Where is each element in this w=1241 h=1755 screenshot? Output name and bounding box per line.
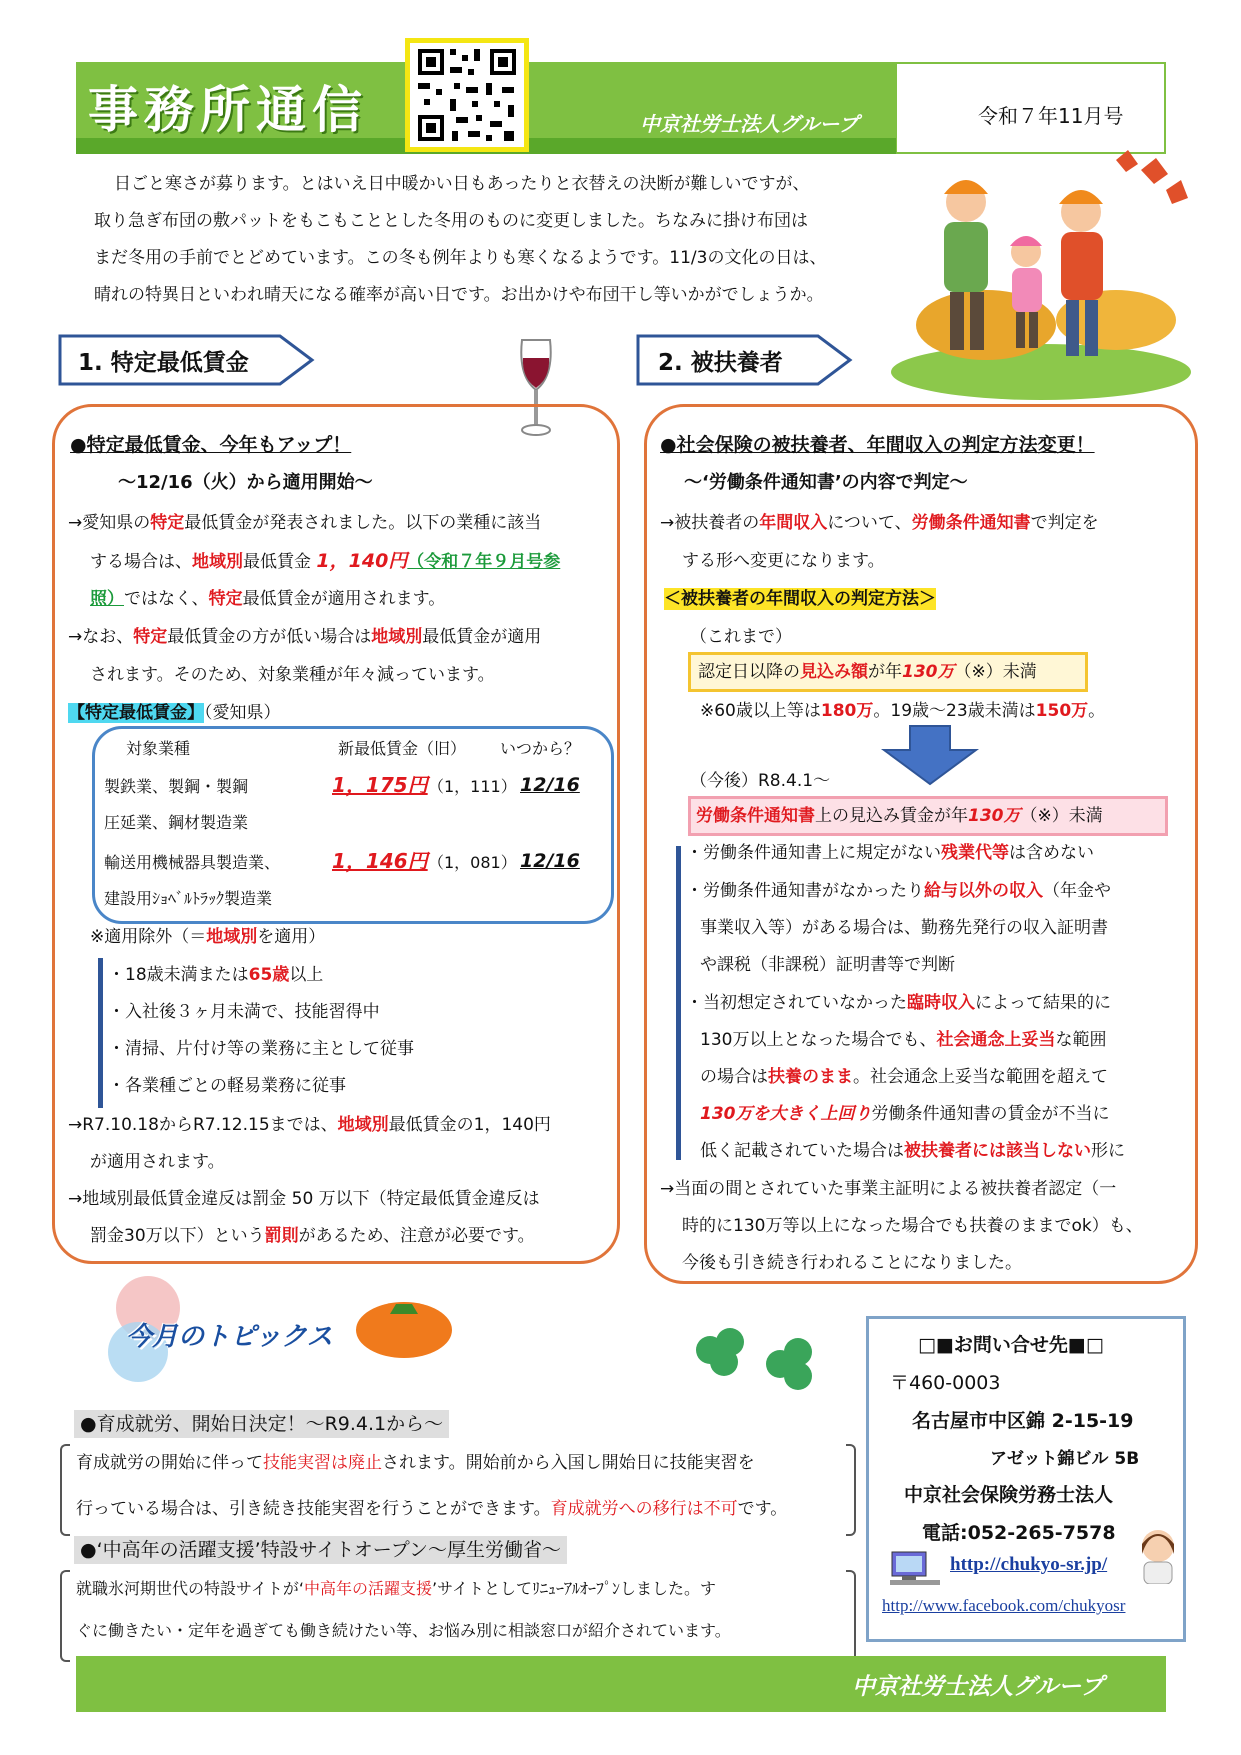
s2-bullet-2-line-3: や課税（非課税）証明書等で判断 bbox=[700, 955, 955, 975]
s2-bullet-3-line-1: ・当初想定されていなかった臨時収入によって結果的に bbox=[686, 993, 1111, 1013]
s2-after-label: （今後）R8.4.1～ bbox=[690, 771, 831, 791]
s2-paragraph-2-line-1: →当面の間とされていた事業主証明による被扶養者認定（一 bbox=[660, 1179, 1117, 1199]
s1-title: ●特定最低賃金、今年もアップ！ bbox=[70, 434, 352, 456]
topic-2-line-2: ぐに働きたい・定年を過ぎても働き続けたい等、お悩み別に相談窓口が紹介されています。 bbox=[76, 1621, 731, 1640]
s2-bullet-2-line-2: 事業収入等）がある場合は、勤務先発行の収入証明書 bbox=[700, 918, 1108, 938]
header-group-name: 中京社労士法人グループ bbox=[640, 112, 859, 136]
s2-bullet-3-line-4: 130万を大きく上回り労働条件通知書の賃金が不当に bbox=[700, 1104, 1110, 1124]
table-header-new-wage: 新最低賃金（旧） bbox=[338, 739, 467, 758]
table-row-2-old: （1，081） bbox=[428, 853, 517, 872]
s1-paragraph-4-line-1: →地域別最低賃金違反は罰金 50 万以下（特定最低賃金違反は bbox=[68, 1189, 540, 1209]
intro-line-4: 晴れの特異日といわれ晴天になる確率が高い日です。お出かけや布団干し等いかがでしょうか。 bbox=[94, 285, 824, 305]
s1-paragraph-3-line-1: →R7.10.18からR7.12.15までは、地域別最低賃金の1，140円 bbox=[68, 1115, 551, 1135]
s2-bullet-3-line-3: の場合は扶養のまま。社会通念上妥当な範囲を超えて bbox=[700, 1067, 1108, 1087]
s2-after-text: 労働条件通知書上の見込み賃金が年130万（※）未満 bbox=[696, 806, 1103, 826]
exclusion-bar bbox=[98, 958, 103, 1108]
staff-avatar bbox=[1134, 1524, 1182, 1584]
s1-paragraph-3-line-2: が適用されます。 bbox=[90, 1152, 225, 1172]
table-row-1-industry-2: 圧延業、鋼材製造業 bbox=[104, 813, 249, 832]
topic-1-bracket-right bbox=[846, 1444, 856, 1536]
page-title: 事務所通信 bbox=[88, 81, 368, 139]
intro-line-2: 取り急ぎ布団の敷パットをもこもこととした冬用のものに変更しました。ちなみに掛け布団は bbox=[94, 211, 808, 231]
s2-bullet-bar bbox=[676, 846, 681, 1160]
section-2-heading: 2. 被扶養者 bbox=[636, 334, 854, 386]
s2-title: ●社会保険の被扶養者、年間収入の判定方法変更！ bbox=[660, 434, 1095, 456]
table-row-2-industry: 輸送用機械器具製造業、 bbox=[104, 853, 281, 872]
down-arrow-icon bbox=[880, 724, 980, 786]
contact-postal: 〒460-0003 bbox=[890, 1372, 1001, 1394]
s2-subtitle: ～‘労働条件通知書’の内容で判定～ bbox=[684, 472, 968, 493]
contact-company: 中京社会保険労務士法人 bbox=[904, 1484, 1114, 1506]
exclusion-title: ※適用除外（＝地域別を適用） bbox=[90, 927, 326, 947]
exclusion-item-3: ・清掃、片付け等の業務に主として従事 bbox=[108, 1039, 414, 1059]
contact-box bbox=[866, 1316, 1186, 1642]
exclusion-item-1: ・18歳未満または65歳以上 bbox=[108, 965, 324, 985]
topic-1-bracket-left bbox=[60, 1444, 70, 1536]
table-row-2-industry-2: 建設用ｼｮﾍﾞﾙﾄﾗｯｸ製造業 bbox=[104, 889, 273, 908]
section-1-heading: 1. 特定最低賃金 bbox=[58, 334, 316, 386]
s1-paragraph-2-line-1: →なお、特定最低賃金の方が低い場合は地域別最低賃金が適用 bbox=[68, 627, 542, 647]
contact-heading: □■お問い合せ先■□ bbox=[918, 1334, 1104, 1356]
s2-bullet-3-line-2: 130万以上となった場合でも、社会通念上妥当な範囲 bbox=[700, 1030, 1107, 1050]
issue-date: 令和７年11月号 bbox=[978, 104, 1124, 128]
contact-address-1: 名古屋市中区錦 2-15-19 bbox=[912, 1410, 1134, 1432]
topic-1-line-1: 育成就労の開始に伴って技能実習は廃止されます。開始前から入国し開始日に技能実習を bbox=[76, 1453, 755, 1473]
s1-paragraph-1-line-2: する場合は、地域別最低賃金 1，140円（令和７年９月号参 bbox=[90, 550, 561, 572]
table-row-1-old: （1，111） bbox=[428, 777, 517, 796]
qr-code[interactable] bbox=[405, 38, 529, 152]
s1-paragraph-1-line-3: 照）ではなく、特定最低賃金が適用されます。 bbox=[90, 589, 446, 609]
s1-paragraph-1-line-1: →愛知県の特定最低賃金が発表されました。以下の業種に該当 bbox=[68, 513, 542, 533]
s2-before-text: 認定日以降の見込み額が年130万（※）未満 bbox=[698, 662, 1037, 682]
topic-2-bracket-left bbox=[60, 1570, 70, 1662]
s2-paragraph-1-line-1: →被扶養者の年間収入について、労働条件通知書で判定を bbox=[660, 513, 1099, 533]
intro-line-3: まだ冬用の手前でとどめています。この冬も例年よりも寒くなるようです。11/3の文化の日は、 bbox=[94, 248, 827, 268]
clover-icon bbox=[680, 1320, 830, 1400]
topic-2-bracket-right bbox=[846, 1570, 856, 1662]
table-row-1-wage: 1，175円 bbox=[332, 773, 428, 797]
s1-paragraph-2-line-2: されます。そのため、対象業種が年々減っています。 bbox=[90, 665, 495, 685]
contact-phone: 電話:052-265-7578 bbox=[922, 1522, 1116, 1544]
family-autumn-illustration bbox=[876, 150, 1192, 400]
table-header-industry: 対象業種 bbox=[126, 739, 191, 758]
s2-before-label: （これまで） bbox=[690, 627, 792, 647]
s1-table-label: 【特定最低賃金】（愛知県） bbox=[68, 703, 281, 723]
topic-1-heading: ●育成就労、開始日決定！～R9.4.1から～ bbox=[74, 1410, 449, 1438]
s2-bullet-1: ・労働条件通知書上に規定がない残業代等は含めない bbox=[686, 843, 1094, 863]
s2-paragraph-2-line-3: 今後も引き続き行われることになりました。 bbox=[682, 1253, 1022, 1273]
website-link[interactable]: http://chukyo-sr.jp/ bbox=[950, 1554, 1108, 1575]
s2-method-heading: ＜被扶養者の年間収入の判定方法＞ bbox=[664, 589, 936, 609]
table-row-2-wage: 1，146円 bbox=[332, 849, 428, 873]
table-header-effective: いつから？ bbox=[500, 739, 581, 758]
s1-paragraph-4-line-2: 罰金30万以下）という罰則があるため、注意が必要です。 bbox=[90, 1226, 535, 1246]
s1-subtitle: ～12/16（火）から適用開始～ bbox=[118, 472, 373, 493]
topic-1-line-2: 行っている場合は、引き続き技能実習を行うことができます。育成就労への移行は不可です。 bbox=[76, 1499, 788, 1519]
topic-2-line-1: 就職氷河期世代の特設サイトが‘中高年の活躍支援’サイトとしてﾘﾆｭｰｱﾙｵｰﾌﾟﾝしました。す bbox=[76, 1579, 716, 1598]
table-row-1-date: 12/16 bbox=[520, 774, 580, 796]
computer-icon bbox=[888, 1550, 944, 1586]
exclusion-item-2: ・入社後３ヶ月未満で、技能習得中 bbox=[108, 1002, 380, 1022]
table-row-1-industry: 製鉄業、製鋼・製鋼 bbox=[104, 777, 249, 796]
facebook-link[interactable]: http://www.facebook.com/chukyosr bbox=[882, 1596, 1126, 1615]
footer-group-name: 中京社労士法人グループ bbox=[852, 1674, 1104, 1700]
topics-banner: 今月のトピックス bbox=[126, 1322, 333, 1352]
s2-bullet-3-line-5: 低く記載されていた場合は被扶養者には該当しない形に bbox=[700, 1141, 1125, 1161]
contact-address-2: アゼット錦ビル 5B bbox=[990, 1449, 1140, 1469]
table-row-2-date: 12/16 bbox=[520, 850, 580, 872]
s2-bullet-2-line-1: ・労働条件通知書がなかったり給与以外の収入（年金や bbox=[686, 881, 1111, 901]
topic-2-heading: ●‘中高年の活躍支援’特設サイトオープン～厚生労働省～ bbox=[74, 1536, 567, 1564]
intro-line-1: 日ごと寒さが募ります。とはいえ日中暖かい日もあったりと衣替えの決断が難しいですが、 bbox=[114, 174, 810, 194]
s2-paragraph-1-line-2: する形へ変更になります。 bbox=[682, 551, 885, 571]
exclusion-item-4: ・各業種ごとの軽易業務に従事 bbox=[108, 1076, 346, 1096]
s2-paragraph-2-line-2: 時的に130万等以上になった場合でも扶養のままでok）も、 bbox=[682, 1216, 1143, 1236]
s2-age-note: ※60歳以上等は180万。19歳～23歳未満は150万。 bbox=[700, 701, 1106, 721]
